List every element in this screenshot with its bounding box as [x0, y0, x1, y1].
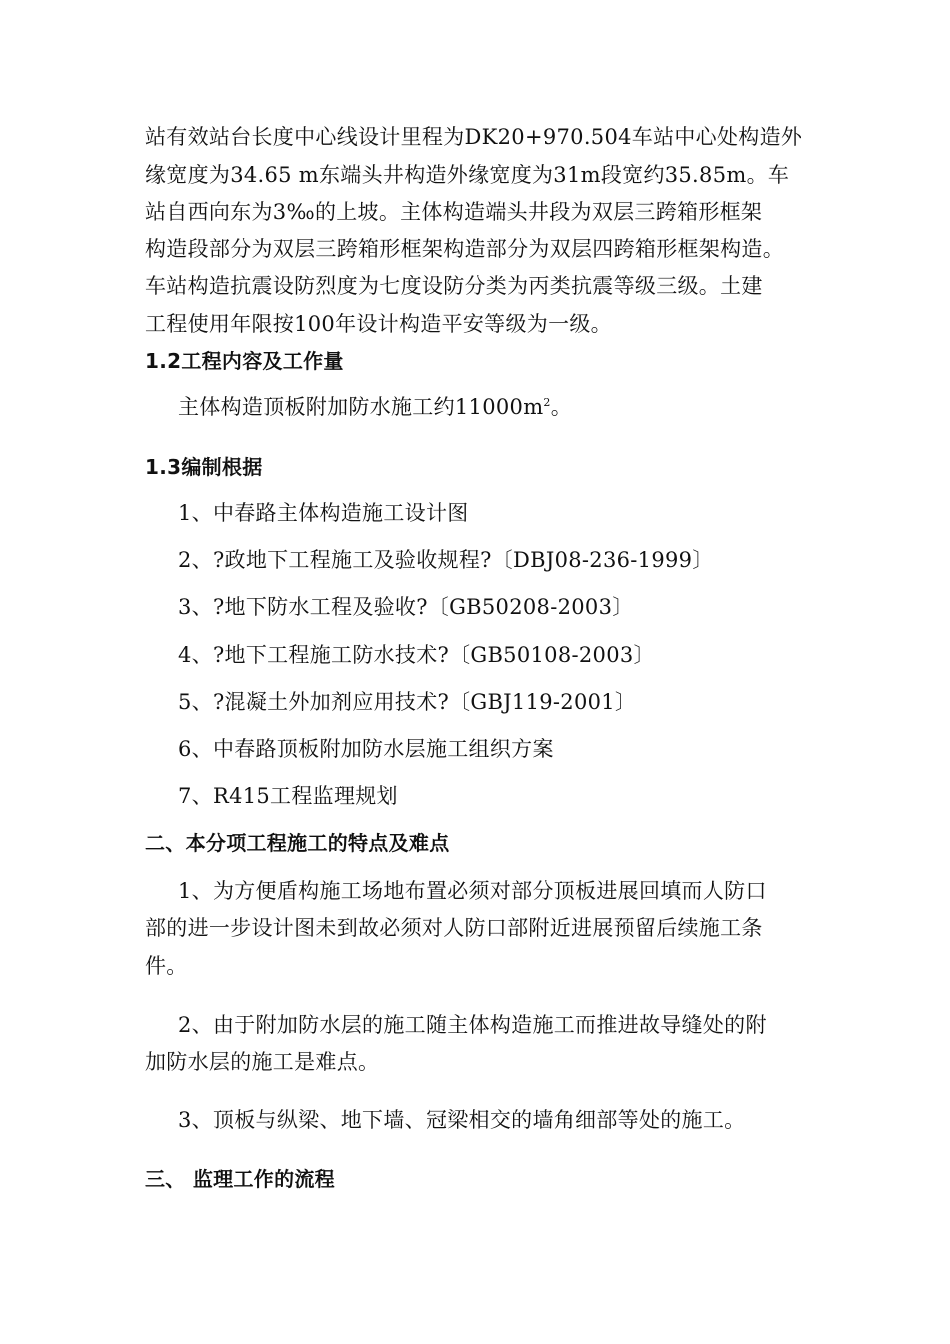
section-heading-2: 二、本分项工程施工的特点及难点 [145, 831, 450, 855]
intro-line: 构造段部分为双层三跨箱形框架构造部分为双层四跨箱形框架构造。 [145, 237, 784, 261]
reference-item: 1、中春路主体构造施工设计图 [178, 501, 469, 525]
point-2-line: 2、由于附加防水层的施工随主体构造施工而推进故导缝处的附 [178, 1013, 767, 1037]
intro-line: 车站构造抗震设防烈度为七度设防分类为丙类抗震等级三级。土建 [145, 274, 763, 298]
reference-item: 6、中春路顶板附加防水层施工组织方案 [178, 737, 554, 761]
point-1-line: 件。 [145, 954, 188, 978]
section-heading-1-2: 1.2工程内容及工作量 [145, 349, 344, 373]
intro-line: 缘宽度为34.65 m东端头井构造外缘宽度为31m段宽约35.85m。车 [145, 163, 790, 187]
point-1-line: 部的进一步设计图未到故必须对人防口部附近进展预留后续施工条 [145, 916, 763, 940]
reference-item: 5、?混凝土外加剂应用技术?〔GBJ119-2001〕 [178, 690, 637, 714]
superscript: 2 [543, 396, 551, 409]
intro-line: 站自西向东为3‰的上坡。主体构造端头井段为双层三跨箱形框架 [145, 200, 763, 224]
reference-item: 3、?地下防水工程及验收?〔GB50208-2003〕 [178, 595, 634, 619]
intro-line: 站有效站台长度中心线设计里程为DK20+970.504车站中心处构造外 [145, 125, 803, 149]
section-heading-3: 三、 监理工作的流程 [145, 1167, 335, 1191]
intro-line: 工程使用年限按100年设计构造平安等级为一级。 [145, 312, 612, 336]
reference-item: 7、R415工程监理规划 [178, 784, 398, 808]
point-2-line: 加防水层的施工是难点。 [145, 1050, 380, 1074]
reference-item: 4、?地下工程施工防水技术?〔GB50108-2003〕 [178, 643, 655, 667]
reference-item: 2、?政地下工程施工及验收规程?〔DBJ08-236-1999〕 [178, 548, 714, 572]
point-1-line: 1、为方便盾构施工场地布置必须对部分顶板进展回填而人防口 [178, 879, 767, 903]
section-heading-1-3: 1.3编制根据 [145, 455, 263, 479]
point-3-line: 3、顶板与纵梁、地下墙、冠梁相交的墙角细部等处的施工。 [178, 1108, 746, 1132]
section-1-2-text: 主体构造顶板附加防水施工约$11000m^2$。 [178, 395, 573, 419]
